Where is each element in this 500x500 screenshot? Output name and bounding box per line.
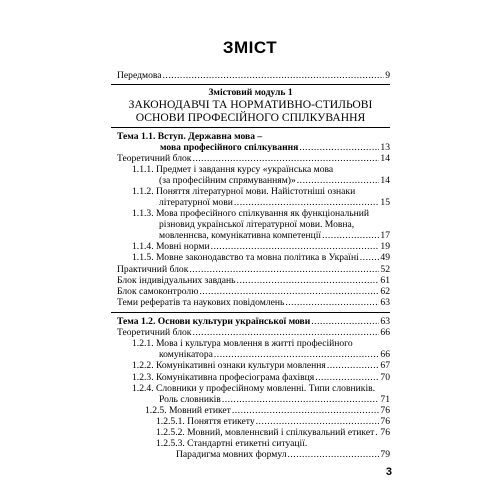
toc-entry-1-2-5-2 bbox=[156, 427, 390, 438]
toc-entry-theory2 bbox=[117, 327, 390, 338]
toc-entry-1-1-4 bbox=[132, 241, 390, 252]
leader-dots bbox=[232, 405, 380, 416]
toc-entry-page: 76 bbox=[380, 416, 390, 427]
page-heading: ЗМІСТ bbox=[222, 38, 278, 57]
toc-entry-page: 79 bbox=[380, 449, 390, 460]
toc-entry-title: 1.1.5. Мовне законодавство та мовна політика в Україні bbox=[132, 252, 359, 263]
module-title-line2: ОСНОВИ ПРОФЕСІЙНОГО СПІЛКУВАННЯ bbox=[135, 111, 366, 124]
toc-entry-1-1-3-line1: 1.1.3. Мова професійного спілкування як функціональний bbox=[132, 208, 370, 219]
toc-entry-page: 14 bbox=[380, 153, 390, 164]
toc-entry-1-1-1-line1: 1.1.1. Предмет і завдання курсу «українська мова bbox=[132, 164, 334, 175]
leader-dots bbox=[297, 175, 380, 186]
leader-dots bbox=[311, 316, 379, 327]
toc-entry-page: 13 bbox=[380, 142, 390, 153]
toc-entry-title: 1.1.4. Мовні норми bbox=[132, 241, 210, 252]
leader-dots bbox=[192, 153, 379, 164]
toc-entry-page: 61 bbox=[380, 275, 390, 286]
toc-entry-title: Практичний блок bbox=[117, 264, 189, 275]
toc-entry-page: 66 bbox=[380, 327, 390, 338]
module-title-line1: ЗАКОНОДАВЧІ ТА НОРМАТИВНО-СТИЛЬОВІ bbox=[128, 98, 373, 111]
toc-entry-essays bbox=[117, 297, 390, 308]
toc-entry-1-1-3 bbox=[159, 230, 390, 241]
toc-entry-page: 63 bbox=[380, 297, 390, 308]
page-number: 3 bbox=[385, 466, 392, 478]
toc-entry-title: комунікатора bbox=[159, 349, 213, 360]
toc-entry-page: 52 bbox=[380, 264, 390, 275]
toc-entry-title: літературної мови bbox=[159, 197, 233, 208]
toc-entry-title: Теоретичний блок bbox=[117, 327, 192, 338]
rule-topic2 bbox=[111, 312, 390, 313]
toc-entry-title: Роль словників bbox=[159, 394, 221, 405]
toc-entry-title: Теоретичний блок bbox=[117, 153, 192, 164]
leader-dots bbox=[360, 252, 380, 263]
toc-entry-title: 1.2.5.2. Мовний, мовленнєвий і спілкувальний етикет bbox=[156, 427, 375, 438]
toc-entry-1-2-1 bbox=[159, 349, 390, 360]
toc-entry-1-2-5-3-line1: 1.2.5.3. Стандартні етикетні ситуації. bbox=[156, 438, 308, 449]
toc-entry-1-2-5-1 bbox=[156, 416, 390, 427]
toc-entry-title: Передмова bbox=[117, 70, 162, 81]
toc-entry-1-2-5 bbox=[145, 405, 390, 416]
leader-dots bbox=[299, 142, 379, 153]
leader-dots bbox=[375, 427, 379, 438]
leader-dots bbox=[189, 264, 379, 275]
leader-dots bbox=[315, 372, 379, 383]
topic1-title-line1: Тема 1.1. Вступ. Державна мова – bbox=[117, 131, 263, 142]
toc-entry-page: 9 bbox=[385, 70, 390, 81]
toc-entry-page: 15 bbox=[380, 197, 390, 208]
leader-dots bbox=[222, 394, 380, 405]
leader-dots bbox=[214, 349, 380, 360]
toc-entry-individual bbox=[117, 275, 390, 286]
toc-entry-1-2-3 bbox=[132, 372, 390, 383]
toc-entry-page: 76 bbox=[380, 427, 390, 438]
toc-entry-title: 1.2.5.1. Поняття етикету bbox=[156, 416, 255, 427]
rule-top bbox=[111, 84, 390, 85]
toc-entry-page: 66 bbox=[380, 349, 390, 360]
toc-entry-1-2-1-line1: 1.2.1. Мова і культура мовлення в житті професійного bbox=[132, 338, 353, 349]
toc-entry-1-1-2-line1: 1.1.2. Поняття літературної мови. Найістотніші ознаки bbox=[132, 186, 356, 197]
leader-dots bbox=[199, 286, 379, 297]
toc-entry-selfcontrol bbox=[117, 286, 390, 297]
toc-entry-1-2-2 bbox=[132, 360, 390, 371]
toc-entry-theory1 bbox=[117, 153, 390, 164]
toc-entry-title: мова професійного спілкування bbox=[160, 142, 299, 153]
toc-entry-title: Теми рефератів та наукових повідомлень bbox=[117, 297, 285, 308]
toc-entry-page: 19 bbox=[380, 241, 390, 252]
toc-entry-page: 70 bbox=[380, 372, 390, 383]
leader-dots bbox=[256, 416, 380, 427]
toc-entry-practical bbox=[117, 264, 390, 275]
toc-entry-page: 63 bbox=[380, 316, 390, 327]
leader-dots bbox=[234, 197, 380, 208]
toc-entry-topic1 bbox=[160, 142, 390, 153]
toc-entry-title: 1.2.2. Комунікативні ознаки культури мовлення bbox=[132, 360, 326, 371]
toc-entry-intro bbox=[117, 70, 390, 81]
rule-topic1 bbox=[111, 127, 390, 128]
toc-entry-page: 67 bbox=[380, 360, 390, 371]
leader-dots bbox=[163, 70, 385, 81]
module-heading bbox=[111, 87, 390, 124]
toc-entry-title: 1.2.5. Мовний етикет bbox=[145, 405, 231, 416]
leader-dots bbox=[211, 241, 380, 252]
module-label: Змістовий модуль 1 bbox=[208, 87, 293, 98]
toc-entry-page: 71 bbox=[380, 394, 390, 405]
leader-dots bbox=[237, 275, 380, 286]
toc-entry-topic2 bbox=[117, 316, 390, 327]
leader-dots bbox=[327, 360, 380, 371]
leader-dots bbox=[288, 449, 380, 460]
leader-dots bbox=[192, 327, 379, 338]
toc-entry-1-1-5 bbox=[132, 252, 390, 263]
leader-dots bbox=[285, 297, 379, 308]
toc-entry-title: Блок самоконтролю bbox=[117, 286, 199, 297]
toc-entry-page: 14 bbox=[380, 175, 390, 186]
toc-entry-page: 62 bbox=[380, 286, 390, 297]
toc-entry-title: Блок індивідуальних завдань bbox=[117, 275, 236, 286]
toc-entry-1-2-4-line1: 1.2.4. Словники у професійному мовленні. Типи словників. bbox=[132, 383, 376, 394]
toc-entry-title: (за професійним спрямуванням)» bbox=[159, 175, 296, 186]
toc-entry-1-1-3-line2: різновид української літературної мови. Мовна, bbox=[159, 219, 355, 230]
toc-entry-title: 1.2.3. Комунікативна професіограма фахівця bbox=[132, 372, 315, 383]
toc-entry-title: Парадигма мовних формул bbox=[176, 449, 287, 460]
toc-entry-1-1-1 bbox=[159, 175, 390, 186]
toc-entry-1-1-2 bbox=[159, 197, 390, 208]
toc-entry-title: Тема 1.2. Основи культури української мови bbox=[117, 316, 311, 327]
toc-entry-page: 76 bbox=[380, 405, 390, 416]
toc-entry-page: 49 bbox=[380, 252, 390, 263]
toc-entry-1-2-5-3 bbox=[176, 449, 390, 460]
toc-entry-page: 17 bbox=[380, 230, 390, 241]
toc-entry-title: мовленнєва, комунікативна компетенції bbox=[159, 230, 322, 241]
toc-entry-1-2-4 bbox=[159, 394, 390, 405]
leader-dots bbox=[322, 230, 379, 241]
